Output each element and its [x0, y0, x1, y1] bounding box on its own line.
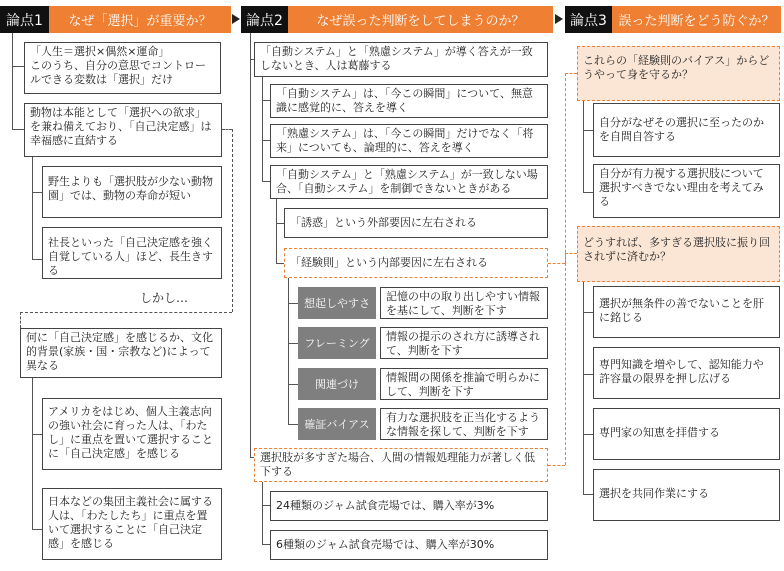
col3-question-bias: これらの「経験則のバイアス」からどうやって身を守るか？ [577, 46, 780, 101]
col1-box-zoo: 野生よりも「選択肢が少ない動物園」では、動物の寿命が短い [42, 166, 222, 218]
tree-connector [288, 278, 289, 425]
tree-connector [32, 434, 42, 435]
tree-connector [250, 33, 251, 458]
col2-box-jam-6: 6種類のジャム試食売場では、購入率が30% [270, 530, 548, 560]
arrow-icon [555, 14, 563, 24]
col3-tag: 論点3 [565, 6, 612, 33]
tree-connector [288, 303, 298, 304]
tree-connector [276, 223, 284, 224]
tree-connector [583, 282, 584, 495]
col1-box-culture: 何に「自己決定感」を感じるか、文化的背景(家族・国・宗教など)によって異なる [20, 328, 222, 378]
col1-title: なぜ「選択」が重要か？ [49, 6, 231, 33]
tree-connector [12, 66, 24, 67]
arrow-icon [232, 14, 240, 24]
col3-question-too-many: どうすれば、多すぎる選択肢に振り回されずに済むか？ [577, 226, 780, 282]
tree-connector [583, 434, 593, 435]
col3-box-counter-reasons: 自分が有力視する選択肢について選択すべきでない理由を考えてみる [593, 164, 780, 218]
bias-tag-confirmation: 確証バイアス [298, 408, 376, 440]
tree-connector [262, 140, 270, 141]
col3-box-self-question: 自分がなぜその選択に至ったのかを自問自答する [593, 103, 780, 157]
tree-connector [583, 312, 593, 313]
col2-box-temptation: 「誘惑」という外部要因に左右される [284, 208, 548, 238]
tree-connector [262, 505, 270, 506]
bias-tag-framing: フレーミング [298, 327, 376, 359]
dashed-link [565, 253, 566, 465]
tree-connector [583, 374, 593, 375]
dashed-connector [232, 129, 233, 312]
col3-box-not-good: 選択が無条件の善でないことを肝に銘じる [593, 286, 780, 338]
tree-connector [32, 259, 42, 260]
tree-connector [288, 424, 298, 425]
bias-desc-framing: 情報の提示のされ方に誘導されて、判断を下す [380, 327, 548, 359]
bias-desc-availability: 記憶の中の取り出しやすい情報を基にして、判断を下す [380, 287, 548, 319]
dashed-link [548, 465, 565, 466]
dashed-link [565, 73, 577, 74]
tree-connector [262, 181, 270, 182]
dashed-connector [20, 312, 232, 313]
col2-title: なぜ誤った判断をしてしまうのか？ [288, 6, 553, 33]
col2-box-heuristics: 「経験則」という内部要因に左右される [284, 248, 548, 278]
dashed-connector [222, 129, 232, 130]
tree-connector [12, 129, 24, 130]
col2-box-jam-24: 24種類のジャム試食売場では、購入率が3% [270, 491, 548, 521]
dashed-link [565, 73, 566, 263]
col2-tag: 論点2 [241, 6, 288, 33]
col2-box-reflective: 「熟慮システム」は、「今この瞬間」だけでなく「将来」についても、論理的に、答えを導く [270, 124, 548, 158]
tree-connector [276, 263, 284, 264]
col3-box-collaborate: 選択を共同作業にする [593, 469, 780, 521]
col3-title: 誤った判断をどう防ぐか？ [612, 6, 781, 33]
col1-box-animal-choice: 動物は本能として「選択への欲求」を兼ね備えており、「自己決定感」は幸福感に直結する [24, 103, 222, 157]
tree-connector [583, 494, 593, 495]
col2-box-conflict: 「自動システム」と「熟慮システム」が導く答えが一致しないとき、人は葛藤する [254, 42, 548, 77]
tree-connector [583, 101, 584, 193]
col1-box-collectivism: 日本などの集団主義社会に属する人は、「わたしたち」に重点を置いて選択することに「自己決定感」を感じる [42, 488, 222, 560]
col2-box-too-many-choices: 選択肢が多すぎた場合、人間の情報処理能力が著しく低下する [254, 448, 548, 482]
tree-connector [32, 378, 33, 530]
tree-connector [32, 529, 42, 530]
tree-connector [262, 482, 263, 545]
however-label: しかし… [140, 291, 189, 305]
tree-connector [583, 130, 593, 131]
dashed-connector [20, 312, 21, 328]
tree-connector [583, 192, 593, 193]
tree-connector [262, 77, 263, 182]
bias-tag-availability: 想起しやすさ [298, 287, 376, 319]
dashed-link [548, 263, 565, 264]
tree-connector [262, 544, 270, 545]
tree-connector [32, 157, 33, 260]
col3-box-expertise: 専門知識を増やして、認知能力や許容量の限界を押し広げる [593, 347, 780, 399]
tree-connector [288, 343, 298, 344]
dashed-link [565, 253, 577, 254]
bias-desc-confirmation: 有力な選択肢を正当化するような情報を探して、判断を下す [380, 408, 548, 440]
tree-connector [276, 199, 277, 264]
col2-box-automatic: 「自動システム」は、「今この瞬間」について、無意識に感覚的に、答えを導く [270, 84, 548, 118]
tree-connector [262, 100, 270, 101]
tree-connector [12, 33, 13, 130]
col1-box-president: 社長といった「自己決定感を強く自覚している人」ほど、長生きする [42, 227, 222, 279]
col2-box-mismatch: 「自動システム」と「熟慮システム」が一致しない場合、「自動システム」を制御できないときがある [270, 165, 548, 199]
bias-desc-association: 情報間の関係を推論で明らかにして、判断を下す [380, 368, 548, 400]
col1-tag: 論点1 [0, 6, 49, 33]
col1-box-individualism: アメリカをはじめ、個人主義志向の強い社会に育った人は、「わたし」に重点を置いて選択することに「自己決定感」を感じる [42, 398, 222, 470]
col3-box-expert-wisdom: 専門家の知恵を拝借する [593, 408, 780, 460]
bias-tag-association: 関連づけ [298, 368, 376, 400]
tree-connector [288, 384, 298, 385]
tree-connector [32, 192, 42, 193]
col1-box-life-choice: 「人生＝選択×偶然×運命」 このうち、自分の意思でコントロールできる変数は「選択」だけ [24, 42, 221, 94]
